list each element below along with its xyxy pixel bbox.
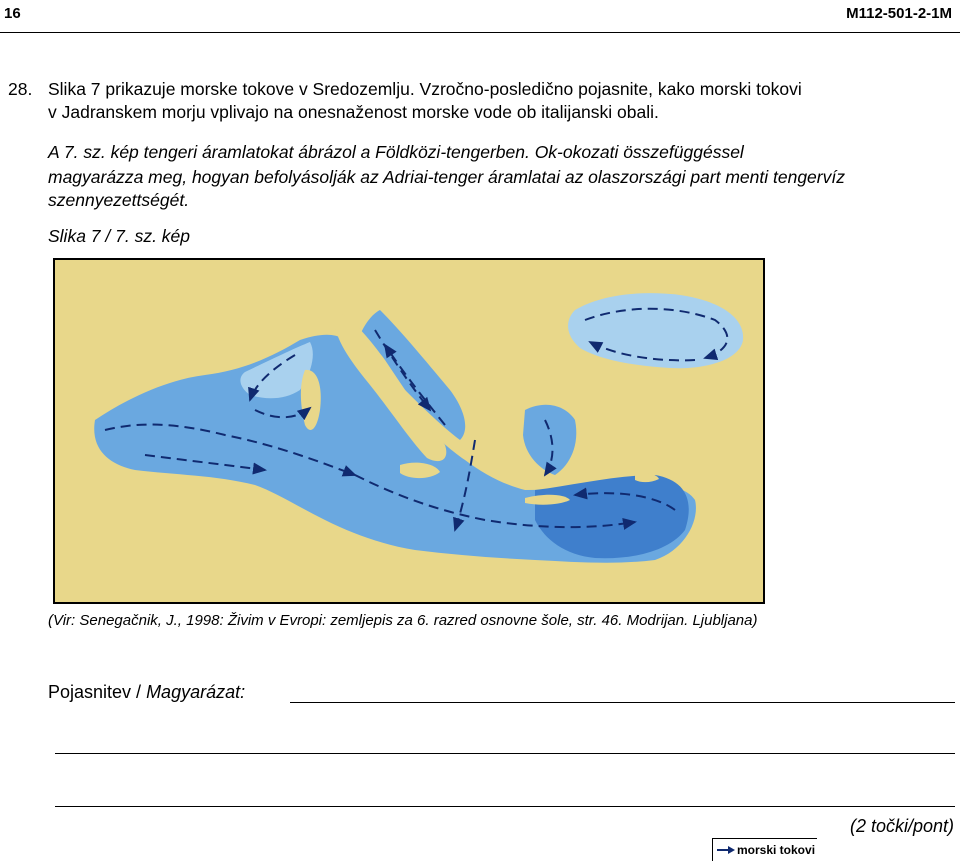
question-slovene: [8, 78, 802, 124]
page-header: [0, 0, 960, 33]
question-si-line2: v Jadranskem morju vplivajo na onesnaženost morske vode ob italijanski obali.: [48, 102, 659, 122]
answer-line[interactable]: [290, 702, 955, 703]
legend-label: morski tokovi: [737, 843, 816, 857]
question-number: 28.: [8, 79, 33, 99]
answer-label-hu: Magyarázat:: [146, 682, 246, 702]
map-legend: [712, 838, 817, 861]
figure-label: Slika 7 / 7. sz. kép: [48, 226, 191, 246]
answer-label-si: Pojasnitev /: [48, 682, 147, 702]
answer-line[interactable]: [55, 753, 955, 754]
figure-source: (Vir: Senegačnik, J., 1998: Živim v Evropi: zemljepis za 6. razred osnovne šole, str. 46. Modrijan. Ljubljana): [48, 612, 758, 629]
answer-line[interactable]: [55, 806, 955, 807]
question-hu-line1: A 7. sz. kép tengeri áramlatokat ábrázol a Földközi-tengerben. Ok-okozati összefüggéssel: [48, 142, 744, 162]
legend-arrow-icon: [715, 839, 737, 861]
question-hu-line2: magyarázza meg, hogyan befolyásolják az Adriai-tenger áramlatai az olaszországi part menti tengervíz szennyezettségét.: [48, 167, 845, 210]
question-si-line1: Slika 7 prikazuje morske tokove v Sredozemlju. Vzročno-posledično pojasnite, kako morski tokovi: [48, 79, 802, 99]
document-code: M112-501-2-1M: [846, 5, 952, 22]
page-number: 16: [4, 5, 21, 22]
answer-label: [48, 682, 245, 703]
points-label: (2 točki/pont): [849, 816, 954, 836]
map-graphic: [55, 260, 763, 602]
